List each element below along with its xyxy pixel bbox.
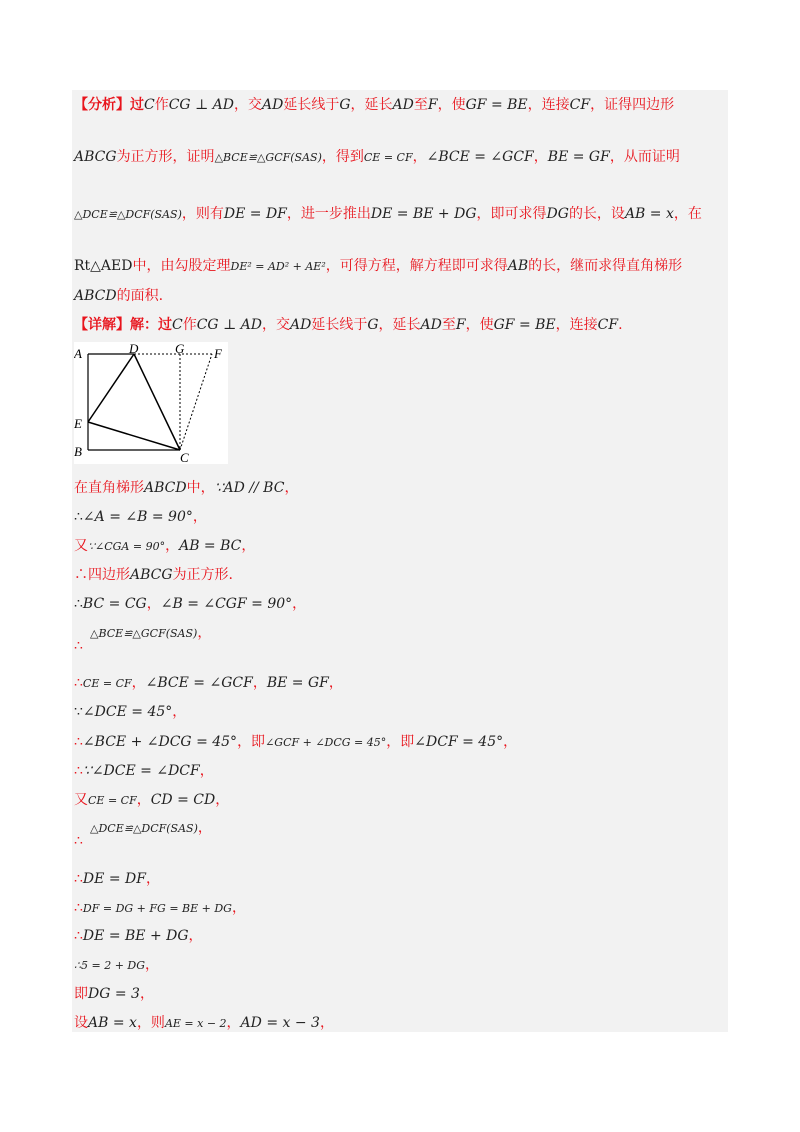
- step-4: ∴四边形ABCG为正方形.: [74, 567, 234, 583]
- figure-background: [74, 342, 228, 464]
- label-e: E: [74, 416, 82, 431]
- geometry-figure: [74, 342, 228, 464]
- label-f: F: [214, 346, 222, 361]
- step-8: ∵∠DCE = 45°，: [74, 704, 187, 720]
- analysis-line-4: Rt△AED中，由勾股定理DE² = AD² + AE²，可得方程，解方程即可求得AB的长，继而求得直角梯形: [74, 258, 683, 274]
- label-b: B: [74, 444, 82, 459]
- step-10: ∴∵∠DCE = ∠DCF，: [74, 763, 214, 779]
- step-1: 在直角梯形ABCD中，∵AD // BC，: [74, 480, 299, 496]
- analysis-line-2: ABCG为正方形，证明△BCE≌△GCF(SAS)，得到CE = CF，∠BCE = ∠GCF，BE = GF，从而证明: [74, 149, 680, 165]
- step-13: ∴DE = DF，: [74, 871, 160, 887]
- analysis-line-3: △DCE≌△DCF(SAS)，则有DE = DF，进一步推出DE = BE + DG，即可求得DG的长，设AB = x，在: [74, 206, 702, 222]
- label-c: C: [180, 450, 189, 464]
- step-18: 设AB = x，则AE = x − 2，AD = x − 3，: [74, 1015, 334, 1031]
- content-panel: [72, 90, 728, 1032]
- label-d: D: [129, 342, 139, 356]
- geometry-diagram: [74, 342, 228, 464]
- label-a: A: [74, 346, 82, 361]
- label-g: G: [175, 342, 185, 356]
- step-12-therefore: ∴: [74, 833, 83, 849]
- analysis-line-5: ABCD的面积.: [74, 288, 164, 304]
- step-15: ∴DE = BE + DG，: [74, 928, 203, 944]
- step-9: ∴∠BCE + ∠DCG = 45°，即∠GCF + ∠DCG = 45°，即∠DCF = 45°，: [74, 734, 518, 750]
- step-7: ∴CE = CF，∠BCE = ∠GCF，BE = GF，: [74, 675, 343, 691]
- step-3: 又∵∠CGA = 90°，AB = BC，: [74, 538, 256, 554]
- step-6-therefore: ∴: [74, 638, 83, 654]
- step-2: ∴∠A = ∠B = 90°，: [74, 509, 207, 525]
- step-5: ∴BC = CG，∠B = ∠CGF = 90°，: [74, 596, 307, 612]
- step-11: 又CE = CF，CD = CD，: [74, 792, 230, 808]
- step-14: ∴DF = DG + FG = BE + DG，: [74, 900, 246, 916]
- detail-line-1: 【详解】解：过C作CG ⊥ AD，交AD延长线于G，延长AD至F，使GF = BE，连接CF.: [74, 317, 623, 333]
- analysis-line-1: 【分析】过C作CG ⊥ AD，交AD延长线于G，延长AD至F，使GF = BE，连接CF，证得四边形: [74, 97, 675, 113]
- step-6: △BCE≌△GCF(SAS)，: [90, 625, 212, 641]
- step-12: △DCE≌△DCF(SAS)，: [90, 820, 212, 836]
- step-17: 即DG = 3，: [74, 986, 154, 1002]
- step-16: ∴5 = 2 + DG，: [74, 957, 160, 973]
